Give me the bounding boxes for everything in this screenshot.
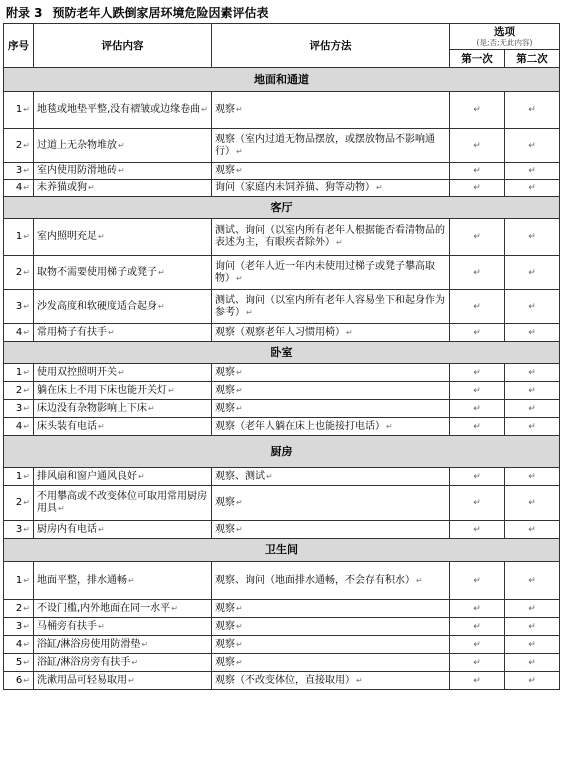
paragraph-mark-icon: ↵ [236, 524, 243, 534]
assessment-item-text: 马桶旁有扶手 [37, 620, 97, 632]
paragraph-mark-icon: ↵ [246, 307, 253, 317]
assessment-method-text: 观察 [215, 384, 235, 396]
assessment-method [212, 636, 450, 654]
assessment-item [34, 180, 212, 197]
assessment-method [212, 129, 450, 163]
assessment-item [34, 636, 212, 654]
row-number [4, 256, 34, 290]
assessment-item [34, 418, 212, 436]
row-number-text: 1 [15, 470, 23, 482]
assessment-method [212, 486, 450, 521]
paragraph-mark-icon: ↵ [23, 603, 30, 613]
table-row [4, 382, 560, 400]
paragraph-mark-icon: ↵ [23, 327, 30, 337]
paragraph-mark-icon: ↵ [236, 166, 243, 175]
assessment-item [34, 364, 212, 382]
assessment-method-text: 测试、询问（以室内所有老年人根据能否看清物品的表述为主，有眼疾者除外） [215, 225, 445, 248]
assessment-method-text: 观察（室内过道无物品摆放，或摆放物品不影响通行） [215, 133, 435, 157]
second-check-cell: ↵ [505, 654, 560, 672]
second-check-cell: ↵ [505, 521, 560, 539]
table-row [4, 562, 560, 600]
section-row [4, 436, 560, 468]
table-title: 预防老年人跌倒家居环境危险因素评估表 [52, 6, 269, 20]
assessment-method-text: 观察（不改变体位，直接取用） [215, 674, 355, 686]
paragraph-mark-icon: ↵ [141, 639, 149, 649]
paragraph-mark-icon: ↵ [236, 367, 243, 377]
second-check-cell: ↵ [505, 618, 560, 636]
paragraph-mark-icon: ↵ [158, 301, 165, 311]
second-check-cell: ↵ [505, 418, 560, 436]
second-check-cell: ↵ [505, 636, 560, 654]
second-check-cell: ↵ [505, 400, 560, 418]
row-number-text: 3 [15, 165, 23, 176]
paragraph-mark-icon: ↵ [386, 421, 393, 431]
row-number-text: 2 [15, 266, 23, 278]
first-check-cell: ↵ [450, 129, 505, 163]
assessment-item [34, 290, 212, 324]
first-check-cell: ↵ [450, 521, 505, 539]
paragraph-mark-icon: ↵ [236, 146, 243, 156]
section-row [4, 197, 560, 219]
paragraph-mark-icon: ↵ [23, 575, 30, 585]
header-no: 序号 [4, 24, 34, 68]
assessment-item-text: 过道上无杂物堆放 [37, 139, 117, 151]
section-title: 卫生间 [4, 539, 560, 562]
assessment-method-text: 观察 [215, 620, 235, 632]
paragraph-mark-icon: ↵ [236, 657, 243, 667]
assessment-method-text: 观察、询问（地面排水通畅，不会存有积水） [215, 574, 415, 586]
paragraph-mark-icon: ↵ [171, 603, 178, 613]
row-number [4, 636, 34, 654]
assessment-item-text: 床头装有电话 [37, 420, 97, 432]
assessment-item [34, 129, 212, 163]
table-row [4, 521, 560, 539]
row-number-text: 2 [15, 139, 23, 151]
assessment-item [34, 672, 212, 690]
row-number [4, 562, 34, 600]
table-row [4, 672, 560, 690]
row-number-text: 1 [15, 574, 23, 586]
assessment-item-text: 浴缸/淋浴房使用防滑垫 [37, 638, 141, 650]
first-check-cell: ↵ [450, 219, 505, 256]
paragraph-mark-icon: ↵ [98, 524, 105, 534]
first-check-cell: ↵ [450, 562, 505, 600]
table-row [4, 600, 560, 618]
row-number [4, 129, 34, 163]
second-check-cell: ↵ [505, 486, 560, 521]
table-row [4, 418, 560, 436]
assessment-item [34, 256, 212, 290]
header-options [450, 24, 560, 50]
paragraph-mark-icon: ↵ [58, 504, 65, 513]
assessment-item [34, 618, 212, 636]
first-check-cell: ↵ [450, 418, 505, 436]
paragraph-mark-icon: ↵ [236, 403, 243, 413]
paragraph-mark-icon: ↵ [236, 105, 243, 114]
paragraph-mark-icon: ↵ [416, 575, 423, 585]
assessment-item-text: 室内使用防滑地砖 [37, 165, 117, 176]
first-check-cell: ↵ [450, 163, 505, 180]
row-number [4, 163, 34, 180]
row-number [4, 324, 34, 342]
row-number [4, 92, 34, 129]
first-check-cell: ↵ [450, 180, 505, 197]
assessment-item [34, 219, 212, 256]
row-number-text: 6 [15, 674, 23, 686]
assessment-item-text: 常用椅子有扶手 [37, 326, 107, 338]
assessment-item-text: 使用双控照明开关 [37, 366, 117, 378]
paragraph-mark-icon: ↵ [236, 621, 243, 631]
assessment-item-text: 不设门槛,内外地面在同一水平 [37, 602, 171, 614]
table-row [4, 486, 560, 521]
assessment-item [34, 654, 212, 672]
section-row [4, 68, 560, 92]
assessment-item [34, 468, 212, 486]
section-title: 卧室 [4, 342, 560, 364]
paragraph-mark-icon: ↵ [23, 105, 30, 114]
second-check-cell: ↵ [505, 672, 560, 690]
assessment-item [34, 324, 212, 342]
paragraph-mark-icon: ↵ [23, 498, 30, 507]
assessment-item-text: 床边没有杂物影响上下床 [37, 402, 147, 414]
assessment-item-text: 地毯或地垫平整,没有褶皱或边缘卷曲 [37, 104, 201, 115]
paragraph-mark-icon: ↵ [23, 183, 30, 192]
assessment-method-text: 观察 [215, 402, 235, 414]
first-check-cell: ↵ [450, 618, 505, 636]
row-number [4, 654, 34, 672]
row-number [4, 364, 34, 382]
assessment-method-text: 测试、询问（以室内所有老年人容易坐下和起身作为参考） [215, 294, 445, 318]
assessment-method [212, 364, 450, 382]
first-check-cell: ↵ [450, 654, 505, 672]
row-number [4, 486, 34, 521]
first-check-cell: ↵ [450, 382, 505, 400]
row-number-text: 1 [15, 231, 23, 242]
second-check-cell: ↵ [505, 364, 560, 382]
paragraph-mark-icon: ↵ [23, 421, 30, 431]
assessment-item-text: 厨房内有电话 [37, 523, 97, 535]
second-check-cell: ↵ [505, 600, 560, 618]
row-number-text: 3 [15, 523, 23, 535]
table-body [4, 68, 560, 690]
table-row [4, 290, 560, 324]
assessment-method [212, 418, 450, 436]
assessment-method [212, 324, 450, 342]
paragraph-mark-icon: ↵ [236, 498, 243, 507]
second-check-cell: ↵ [505, 562, 560, 600]
assessment-method [212, 256, 450, 290]
table-row [4, 324, 560, 342]
assessment-item-text: 取物不需要使用梯子或凳子 [37, 266, 157, 278]
assessment-item [34, 382, 212, 400]
row-number [4, 382, 34, 400]
first-check-cell: ↵ [450, 486, 505, 521]
paragraph-mark-icon: ↵ [168, 385, 175, 395]
row-number-text: 2 [15, 384, 23, 396]
assessment-method-text: 观察（老年人躺在床上也能接打电话） [215, 420, 385, 432]
table-row [4, 618, 560, 636]
first-check-cell: ↵ [450, 256, 505, 290]
second-check-cell: ↵ [505, 219, 560, 256]
options-label: 选项 [494, 26, 515, 38]
assessment-method [212, 290, 450, 324]
assessment-item [34, 486, 212, 521]
table-row [4, 180, 560, 197]
row-number-text: 2 [15, 497, 23, 508]
second-check-cell: ↵ [505, 324, 560, 342]
assessment-method [212, 382, 450, 400]
paragraph-mark-icon: ↵ [236, 639, 243, 649]
paragraph-mark-icon: ↵ [128, 675, 135, 685]
first-check-cell: ↵ [450, 92, 505, 129]
table-row [4, 364, 560, 382]
assessment-item [34, 562, 212, 600]
paragraph-mark-icon: ↵ [23, 385, 30, 395]
assessment-method [212, 618, 450, 636]
options-note: (是;否;无此内容) [476, 38, 533, 47]
row-number-text: 4 [15, 638, 23, 650]
paragraph-mark-icon: ↵ [23, 166, 30, 175]
table-row [4, 468, 560, 486]
table-row [4, 256, 560, 290]
assessment-item-text: 排风扇和窗户通风良好 [37, 470, 137, 482]
paragraph-mark-icon: ↵ [148, 403, 155, 413]
assessment-method-text: 观察、测试 [215, 470, 265, 482]
second-check-cell: ↵ [505, 92, 560, 129]
assessment-method-text: 观察 [215, 366, 235, 378]
assessment-method-text: 观察 [215, 523, 235, 535]
row-number [4, 418, 34, 436]
second-check-cell: ↵ [505, 163, 560, 180]
second-check-cell: ↵ [505, 256, 560, 290]
first-check-cell: ↵ [450, 364, 505, 382]
paragraph-mark-icon: ↵ [236, 603, 243, 613]
paragraph-mark-icon: ↵ [23, 367, 30, 377]
paragraph-mark-icon: ↵ [108, 327, 115, 337]
paragraph-mark-icon: ↵ [23, 524, 30, 534]
row-number-text: 1 [15, 104, 23, 115]
first-check-cell: ↵ [450, 290, 505, 324]
paragraph-mark-icon: ↵ [118, 367, 125, 377]
row-number [4, 290, 34, 324]
second-check-cell: ↵ [505, 180, 560, 197]
paragraph-mark-icon: ↵ [23, 140, 30, 150]
assessment-item-text: 浴缸/淋浴房旁有扶手 [37, 656, 131, 668]
row-number [4, 468, 34, 486]
paragraph-mark-icon: ↵ [98, 421, 105, 431]
first-check-cell: ↵ [450, 400, 505, 418]
paragraph-mark-icon: ↵ [158, 267, 165, 277]
assessment-item-text: 躺在床上不用下床也能开关灯 [37, 384, 167, 396]
assessment-method [212, 600, 450, 618]
assessment-item-text: 沙发高度和软硬度适合起身 [37, 300, 157, 312]
paragraph-mark-icon: ↵ [23, 621, 30, 631]
assessment-method-text: 观察 [215, 638, 235, 650]
assessment-method [212, 468, 450, 486]
row-number [4, 600, 34, 618]
paragraph-mark-icon: ↵ [236, 385, 243, 395]
paragraph-mark-icon: ↵ [128, 575, 135, 585]
assessment-method [212, 521, 450, 539]
row-number-text: 1 [15, 366, 23, 378]
assessment-item-text: 未养猫或狗 [37, 182, 87, 193]
assessment-method-text: 观察 [215, 656, 235, 668]
paragraph-mark-icon: ↵ [23, 657, 30, 667]
assessment-method-text: 观察 [215, 165, 235, 176]
row-number [4, 180, 34, 197]
table-row [4, 400, 560, 418]
assessment-item-text: 洗漱用品可轻易取用 [37, 674, 127, 686]
assessment-method [212, 163, 450, 180]
paragraph-mark-icon: ↵ [23, 471, 30, 481]
paragraph-mark-icon: ↵ [98, 621, 105, 631]
second-check-cell: ↵ [505, 382, 560, 400]
assessment-item [34, 600, 212, 618]
first-check-cell: ↵ [450, 468, 505, 486]
paragraph-mark-icon: ↵ [266, 471, 273, 481]
row-number [4, 521, 34, 539]
header-item: 评估内容 [34, 24, 212, 68]
paragraph-mark-icon: ↵ [356, 675, 363, 685]
paragraph-mark-icon: ↵ [98, 232, 105, 241]
row-number-text: 3 [15, 300, 23, 312]
row-number-text: 3 [15, 402, 23, 414]
row-number-text: 4 [15, 182, 23, 193]
assessment-method [212, 562, 450, 600]
table-row [4, 163, 560, 180]
row-number [4, 219, 34, 256]
first-check-cell: ↵ [450, 672, 505, 690]
table-row [4, 636, 560, 654]
assessment-method-text: 观察 [215, 602, 235, 614]
assessment-item [34, 400, 212, 418]
assessment-method-text: 观察 [215, 497, 235, 508]
paragraph-mark-icon: ↵ [88, 183, 95, 192]
paragraph-mark-icon: ↵ [23, 267, 30, 277]
table-row [4, 219, 560, 256]
first-check-cell: ↵ [450, 600, 505, 618]
section-title: 地面和通道 [4, 68, 560, 92]
section-row [4, 342, 560, 364]
table-row [4, 129, 560, 163]
paragraph-mark-icon: ↵ [118, 140, 125, 150]
section-title: 厨房 [4, 436, 560, 468]
paragraph-mark-icon: ↵ [131, 657, 139, 667]
assessment-item [34, 92, 212, 129]
row-number-text: 2 [15, 602, 23, 614]
appendix-label: 附录 3 [6, 6, 43, 20]
assessment-method-text: 观察 [215, 104, 235, 115]
assessment-method [212, 180, 450, 197]
paragraph-mark-icon: ↵ [201, 105, 208, 114]
assessment-method-text: 观察（观察老年人习惯用椅） [215, 326, 345, 338]
row-number [4, 672, 34, 690]
header-second: 第二次 [505, 50, 560, 68]
header-method: 评估方法 [212, 24, 450, 68]
assessment-method-text: 询问（家庭内未饲养猫、狗等动物） [215, 182, 375, 193]
first-check-cell: ↵ [450, 324, 505, 342]
paragraph-mark-icon: ↵ [118, 166, 125, 175]
paragraph-mark-icon: ↵ [236, 273, 243, 283]
assessment-item-text: 不用攀高或不改变体位可取用常用厨房用具 [37, 491, 207, 514]
paragraph-mark-icon: ↵ [376, 183, 383, 192]
assessment-method [212, 672, 450, 690]
second-check-cell: ↵ [505, 129, 560, 163]
assessment-method [212, 400, 450, 418]
paragraph-mark-icon: ↵ [23, 232, 30, 241]
paragraph-mark-icon: ↵ [138, 471, 145, 481]
second-check-cell: ↵ [505, 468, 560, 486]
assessment-item-text: 室内照明充足 [37, 231, 97, 242]
document-title [6, 4, 269, 22]
paragraph-mark-icon: ↵ [23, 403, 30, 413]
table-row [4, 92, 560, 129]
assessment-method-text: 询问（老年人近一年内未使用过梯子或凳子攀高取物） [215, 260, 435, 284]
paragraph-mark-icon: ↵ [346, 327, 353, 337]
assessment-item [34, 521, 212, 539]
row-number-text: 3 [15, 620, 23, 632]
row-number-text: 4 [15, 420, 23, 432]
paragraph-mark-icon: ↵ [23, 675, 30, 685]
assessment-method [212, 92, 450, 129]
assessment-item-text: 地面平整，排水通畅 [37, 574, 127, 586]
row-number-text: 4 [15, 326, 23, 338]
header-first: 第一次 [450, 50, 505, 68]
assessment-method [212, 654, 450, 672]
second-check-cell: ↵ [505, 290, 560, 324]
paragraph-mark-icon: ↵ [336, 238, 343, 247]
first-check-cell: ↵ [450, 636, 505, 654]
row-number [4, 400, 34, 418]
risk-assessment-table [3, 23, 560, 690]
row-number [4, 618, 34, 636]
section-title: 客厅 [4, 197, 560, 219]
assessment-method [212, 219, 450, 256]
section-row [4, 539, 560, 562]
row-number-text: 5 [15, 656, 23, 668]
assessment-item [34, 163, 212, 180]
table-row [4, 654, 560, 672]
paragraph-mark-icon: ↵ [23, 639, 30, 649]
paragraph-mark-icon: ↵ [23, 301, 30, 311]
